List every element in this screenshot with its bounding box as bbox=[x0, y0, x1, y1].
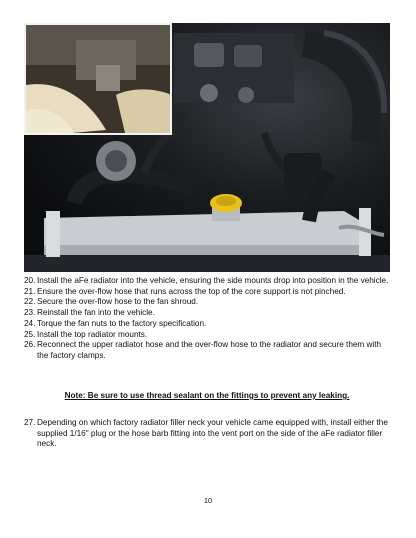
step-text: Torque the fan nuts to the factory specification. bbox=[37, 318, 207, 328]
instruction-steps bbox=[24, 276, 390, 362]
step-number: 23. bbox=[24, 308, 36, 318]
step-item bbox=[24, 297, 390, 308]
step-text: Reinstall the fan into the vehicle. bbox=[37, 308, 155, 318]
page-number: 10 bbox=[203, 496, 213, 505]
step-text: Install the top radiator mounts. bbox=[37, 329, 148, 339]
thread-sealant-note: Note: Be sure to use thread sealant on the fittings to prevent any leaking. bbox=[64, 391, 350, 400]
step-item bbox=[24, 340, 390, 361]
step-item bbox=[24, 276, 390, 287]
step-text: Depending on which factory radiator filler neck your vehicle came equipped with, install either the supplied 1/16" plug or the hose barb fitting into the vent port on the side of the aFe radiator filler neck. bbox=[37, 418, 388, 449]
step-number: 24. bbox=[24, 318, 36, 328]
step-item bbox=[24, 330, 390, 341]
step-number: 27. bbox=[24, 418, 36, 427]
step-text: Ensure the over-flow hose that runs across the top of the core support is not pinched. bbox=[37, 286, 346, 296]
step-number: 21. bbox=[24, 286, 36, 296]
fan-nut-detail-inset bbox=[24, 23, 172, 135]
step-item bbox=[24, 418, 390, 450]
step-number: 20. bbox=[24, 276, 36, 285]
step-item bbox=[24, 308, 390, 319]
step-text: Secure the over-flow hose to the fan shroud. bbox=[37, 297, 199, 307]
step-number: 22. bbox=[24, 297, 36, 307]
step-number: 25. bbox=[24, 329, 36, 339]
engine-bay-photo bbox=[24, 23, 390, 272]
step-text: Reconnect the upper radiator hose and the over-flow hose to the radiator and secure them with the factory clamps. bbox=[37, 340, 382, 360]
step-item bbox=[24, 287, 390, 298]
step-text: Install the aFe radiator into the vehicle, ensuring the side mounts drop into position in the vehicle. bbox=[37, 276, 389, 285]
step-item bbox=[24, 319, 390, 330]
step-number: 26. bbox=[24, 340, 36, 350]
fan-nut-illustration bbox=[26, 25, 172, 135]
